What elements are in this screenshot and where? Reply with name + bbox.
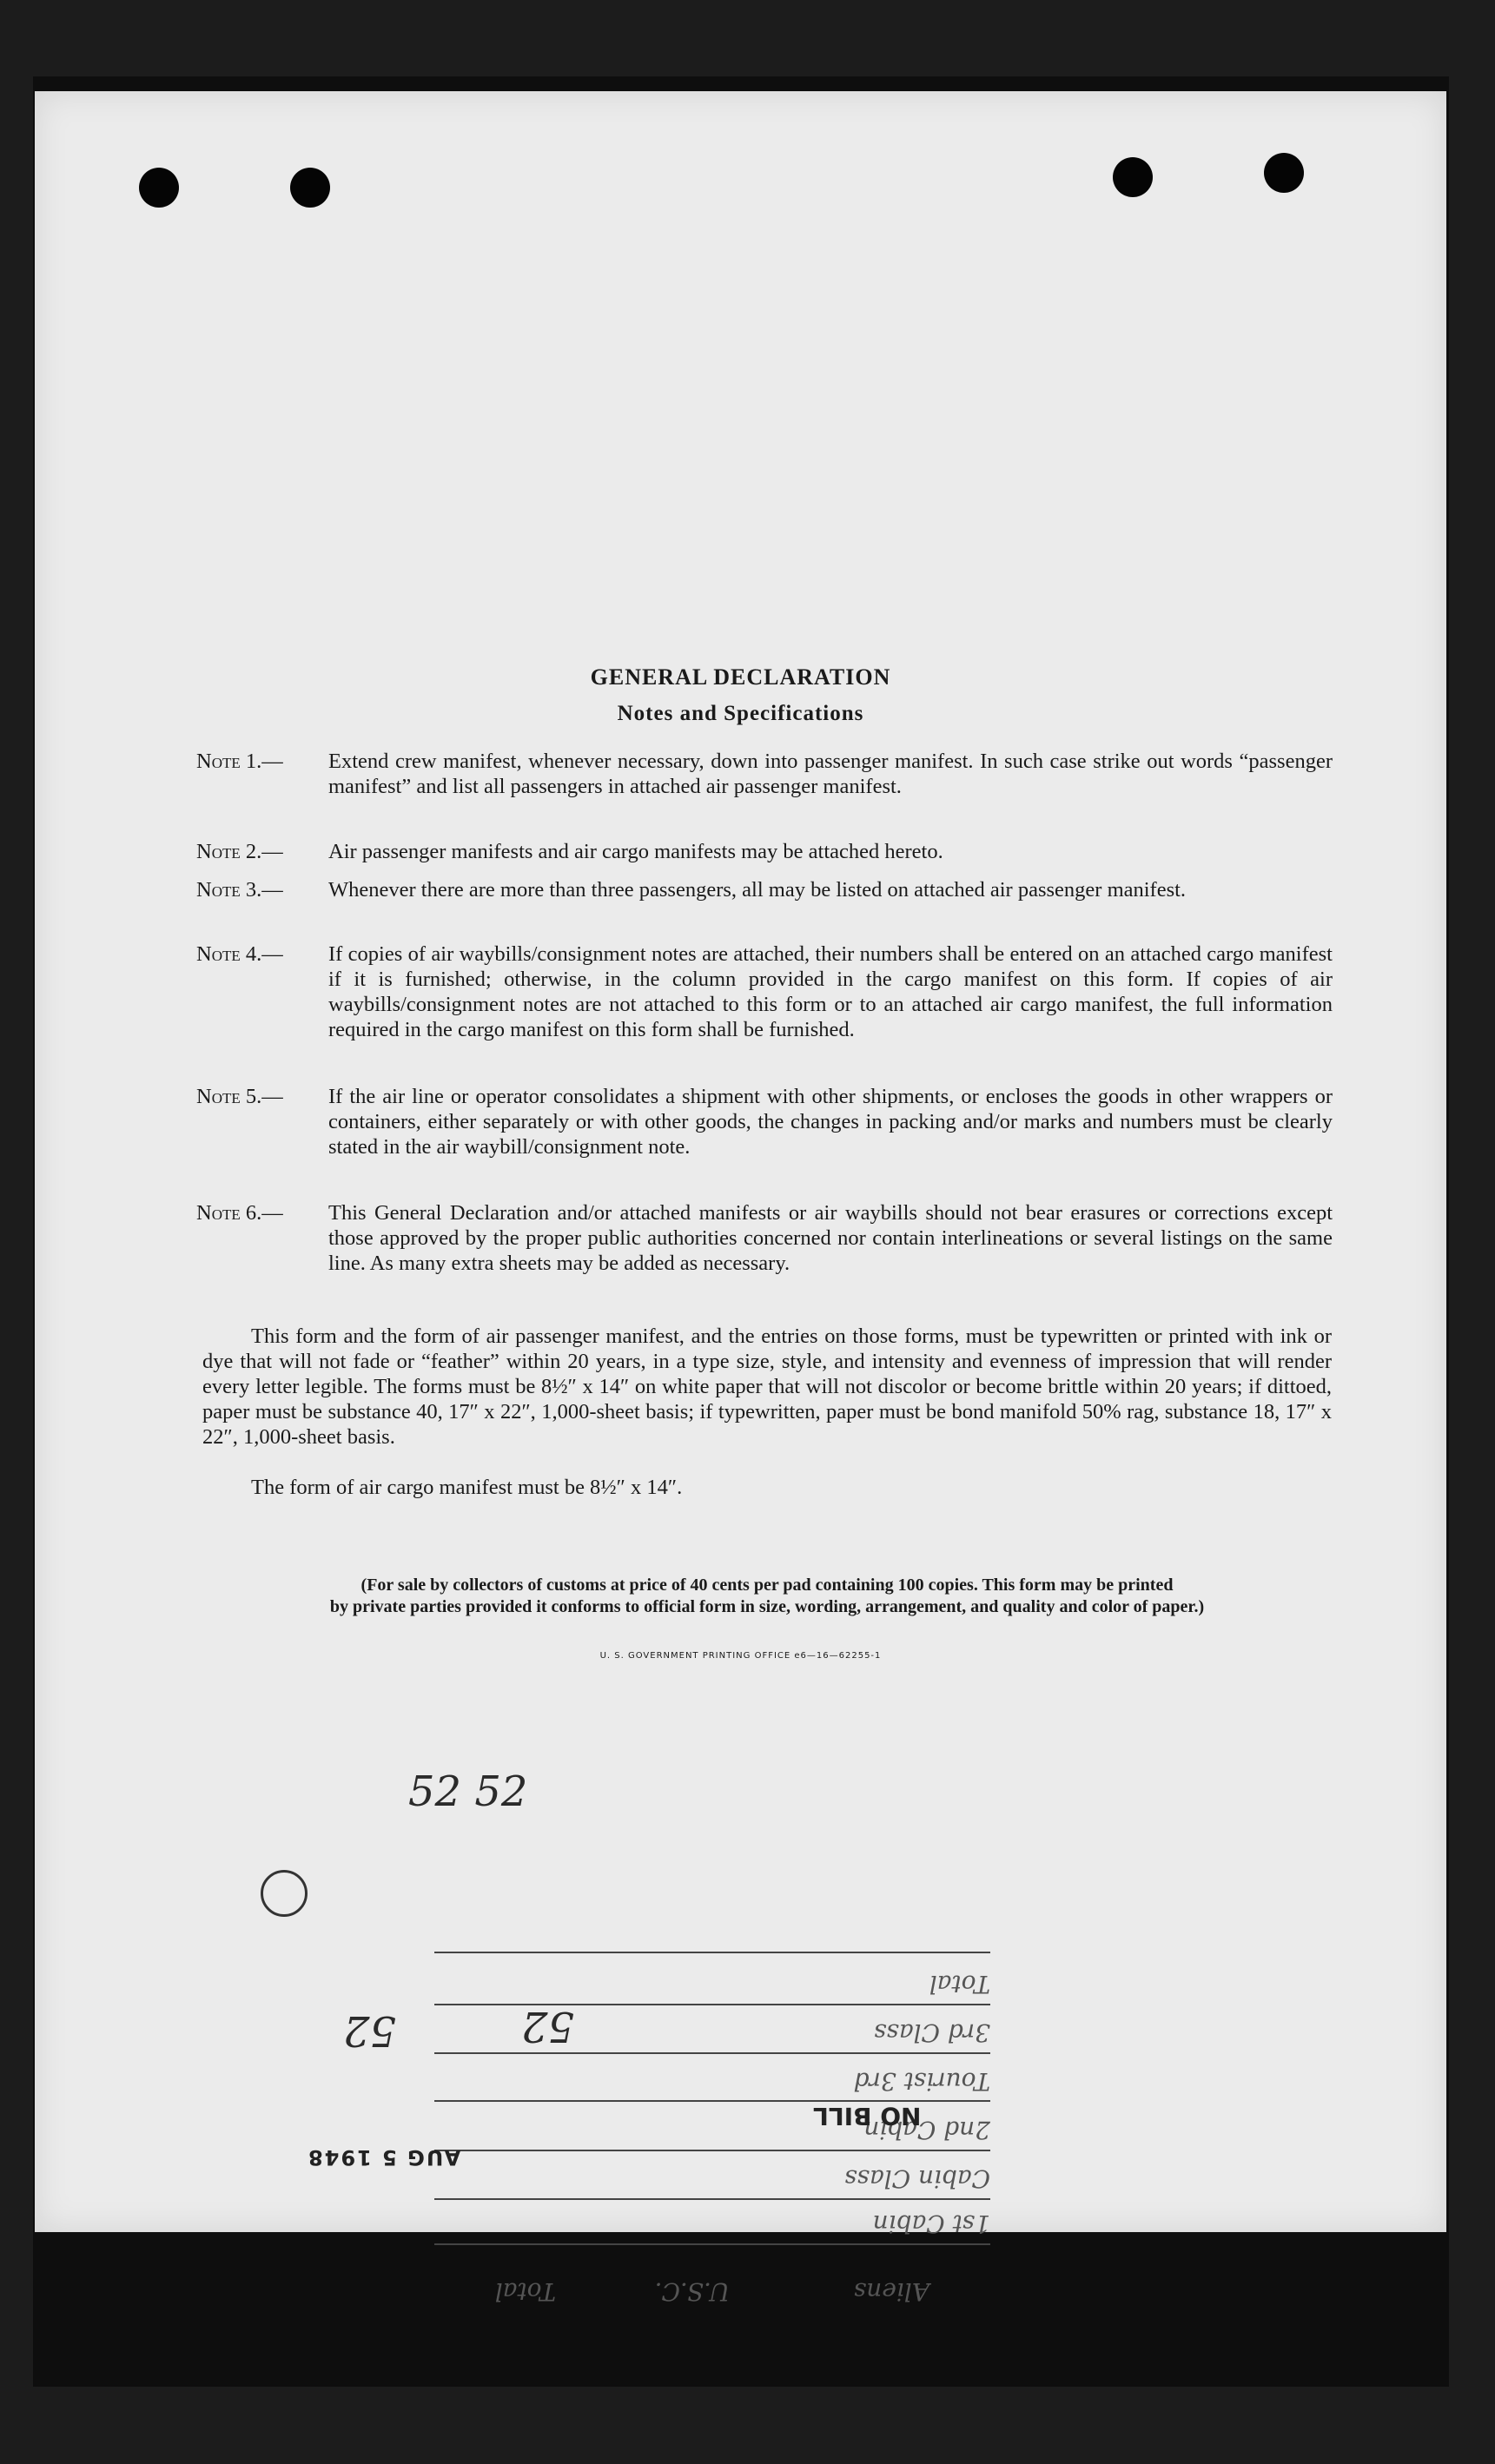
note-4 — [196, 941, 1333, 1042]
punch-hole — [1264, 153, 1304, 193]
cargo-size-paragraph: The form of air cargo manifest must be 8½″ x 14″. — [251, 1476, 683, 1499]
note-label: Note 4.— — [196, 942, 283, 966]
note-text: Air passenger manifests and air cargo manifests may be attached hereto. — [328, 840, 943, 863]
table-rule — [434, 2243, 990, 2245]
page-title: GENERAL DECLARATION — [590, 664, 891, 690]
row-label-3rd-class: 3rd Class — [874, 2018, 990, 2047]
note-text: Extend crew manifest, whenever necessary, down into passenger manifest. In such case strike out words “passenger manifest” and list all passengers in attached air passenger manifest. — [328, 750, 1333, 798]
table-rule — [434, 2004, 990, 2005]
note-label: Note 1.— — [196, 750, 283, 773]
punch-hole — [290, 168, 330, 208]
sale-notice-line: by private parties provided it conforms to official form in size, wording, arrangement, and quality and color of paper.) — [329, 1597, 1205, 1616]
document-page — [35, 91, 1446, 2306]
page-subtitle: Notes and Specifications — [617, 702, 864, 725]
sale-notice-line: (For sale by collectors of customs at price of 40 cents per pad containing 100 copies. This form may be printed — [361, 1576, 1174, 1595]
note-label: Note 3.— — [196, 878, 283, 902]
note-3 — [196, 877, 1333, 902]
row-label-1st-cabin: 1st Cabin — [872, 2210, 990, 2238]
handwritten-usc: 52 — [521, 2002, 575, 2051]
note-text: If the air line or operator consolidates a shipment with other shipments, or encloses the goods in other wrappers or containers, either separately or with other goods, the changes in packing and/or marks and numbers must be clearly stated in the air waybill/consignment note. — [328, 1085, 1333, 1159]
table-rule — [434, 2052, 990, 2054]
handwritten-total-col: 52 — [343, 2006, 397, 2055]
row-label-2nd-cabin: 2nd Cabin — [863, 2116, 990, 2144]
table-rule — [434, 1952, 990, 1953]
punch-hole — [1113, 157, 1153, 197]
row-label-total: Total — [929, 1970, 990, 1998]
table-rule — [434, 2150, 990, 2151]
note-label: Note 6.— — [196, 1201, 283, 1225]
circled-mark — [261, 1870, 308, 1917]
note-label: Note 5.— — [196, 1085, 283, 1108]
handwritten-total: 52 52 — [408, 1767, 528, 1816]
note-5 — [196, 1084, 1333, 1159]
specifications-paragraph: This form and the form of air passenger manifest, and the entries on those forms, must be typewritten or printed with ink or dye that will not fade or “feather” within 20 years, in a type size, style, and intensity and evenness of impression that will render every letter legible. The forms must be 8½″ x 14″ on white paper that will not discolor or become brittle within 20 years; if dittoed, paper must be substance 40, 17″ x 22″, 1,000-sheet basis; if typewritten, paper must be bond manifold 50% rag, substance 18, 17″ x 22″, 1,000-sheet basis. — [202, 1324, 1332, 1449]
note-2 — [196, 839, 1333, 864]
note-1 — [196, 749, 1333, 799]
bleed-through-scribble — [295, 430, 347, 491]
col-label-total: Total — [494, 2277, 556, 2306]
row-label-tourist-3rd: Tourist 3rd — [853, 2067, 990, 2096]
reverse-side-tally-table — [313, 1794, 990, 2306]
date-stamp: AUG 5 1948 — [307, 2145, 461, 2170]
note-6 — [196, 1200, 1333, 1276]
note-label: Note 2.— — [196, 840, 283, 863]
printing-office-imprint: U. S. GOVERNMENT PRINTING OFFICE e6—16—62255-1 — [599, 1651, 882, 1661]
row-label-cabin-class: Cabin Class — [844, 2164, 990, 2193]
table-rule — [434, 2198, 990, 2200]
col-label-usc: U.S.C. — [654, 2277, 730, 2306]
punch-hole — [139, 168, 179, 208]
note-text: If copies of air waybills/consignment notes are attached, their numbers shall be entered on an attached cargo manifest if it is furnished; otherwise, in the column provided in the cargo manifest on this form. If copies of air waybills/consignment notes are not attached to this form or to an attached air cargo manifest, the full information required in the cargo manifest on this form shall be furnished. — [328, 942, 1333, 1041]
bleed-through-handwriting — [132, 284, 172, 328]
note-text: This General Declaration and/or attached manifests or air waybills should not bear erasures or corrections except those approved by the proper public authorities concerned nor contain interlineations or several listings on the same line. As many extra sheets may be added as necessary. — [328, 1201, 1333, 1275]
no-bill-stamp: NO BILL — [813, 2102, 922, 2130]
col-label-aliens: Aliens — [853, 2277, 929, 2306]
note-text: Whenever there are more than three passengers, all may be listed on attached air passenger manifest. — [328, 878, 1187, 902]
